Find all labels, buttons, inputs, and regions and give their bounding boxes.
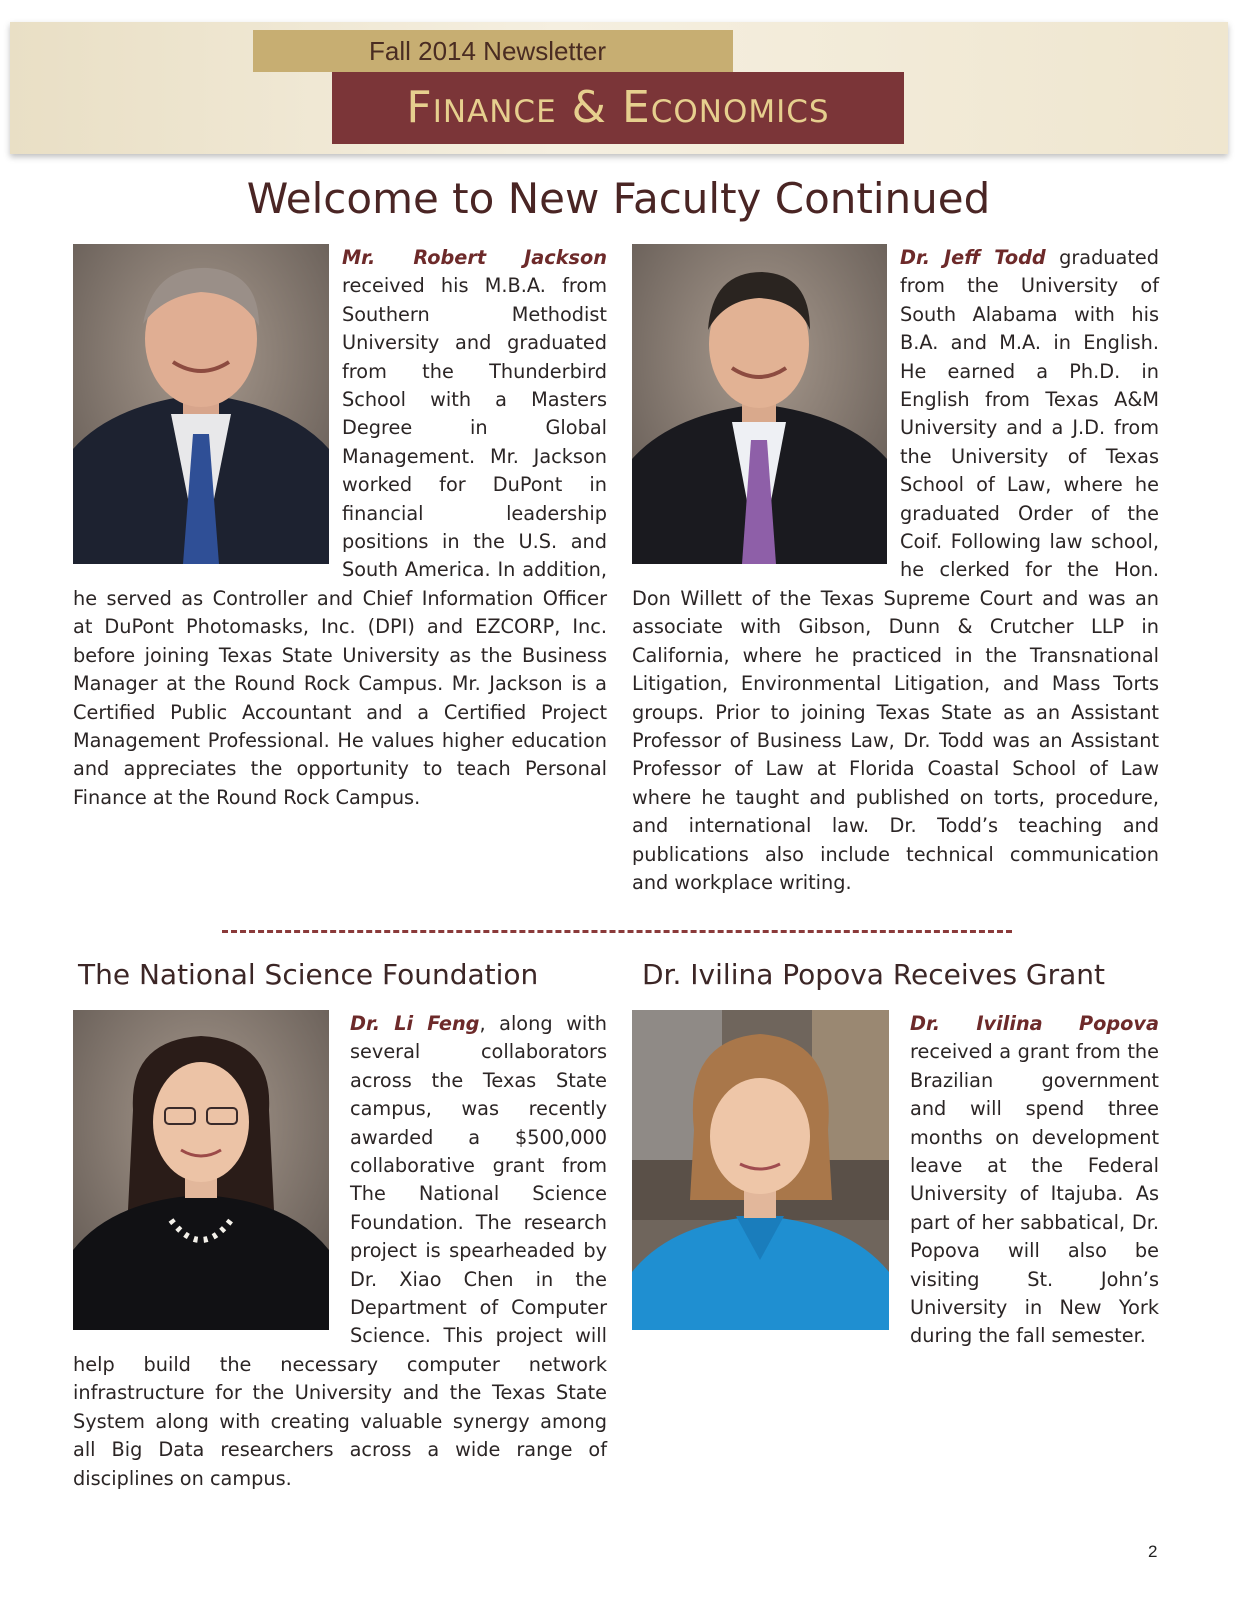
issue-label: Fall 2014 Newsletter [253,30,733,72]
name-li-feng: Dr. Li Feng [350,1012,480,1035]
article-jeff-todd [632,244,1159,897]
page-number: 2 [1148,1542,1158,1561]
photo-jeff-todd [632,244,887,564]
article-ivilina-popova [632,1010,1159,1351]
heading-nsf: The National Science Foundation [78,958,539,991]
name-jeff-todd: Dr. Jeff Todd [900,246,1046,269]
name-robert-jackson: Mr. Robert Jackson [342,246,607,269]
article-robert-jackson [73,244,607,812]
text-li-feng: , along with several collaborators across the Texas State campus, was recently awarded a $500,000 collaborative grant from The National Science Foundation. The research project is spearheaded by Dr. Xiao Chen in the Department of Computer Science. This project will help build the necessary computer network infrastructure for the University and the Texas State System along with creating valuable synergy among all Big Data researchers across a wide range of disciplines on campus. [73,1012,607,1490]
section-divider [222,930,1012,933]
text-jeff-todd: graduated from the University of South Alabama with his B.A. and M.A. in English. He earned a Ph.D. in English from Texas A&M University and a J.D. from the University of Texas School of Law, where he graduated Order of the Coif. Following law school, he clerked for the Hon. Don Willett of the Texas Supreme Court and was an associate with Gibson, Dunn & Crutcher LLP in California, where he practiced in the Transnational Litigation, Environmental Litigation, and Mass Torts groups. Prior to joining Texas State as an Assistant Professor of Business Law, Dr. Todd was an Assistant Professor of Law at Florida Coastal School of Law where he taught and published on torts, procedure, and international law. Dr. Todd’s teaching and publications also include technical communication and workplace writing. [632,246,1159,894]
text-ivilina-popova: received a grant from the Brazilian government and will spend three months on development leave at the Federal University of Itajuba. As part of her sabbatical, Dr. Popova will also be visiting St. John’s University in New York during the fall semester. [910,1040,1159,1348]
department-banner: Finance & Economics [332,72,904,144]
page-title: Welcome to New Faculty Continued [246,174,991,223]
photo-ivilina-popova [632,1010,889,1330]
article-li-feng [73,1010,607,1493]
photo-li-feng [73,1010,329,1330]
text-robert-jackson: received his M.B.A. from Southern Methodist University and graduated from the Thunderbird School with a Masters Degree in Global Management. Mr. Jackson worked for DuPont in financial leadership positions in the U.S. and South America. In addition, he served as Controller and Chief Information Officer at DuPont Photomasks, Inc. (DPI) and EZCORP, Inc. before joining Texas State University as the Business Manager at the Round Rock Campus. Mr. Jackson is a Certified Public Accountant and a Certified Project Management Professional. He values higher education and appreciates the opportunity to teach Personal Finance at the Round Rock Campus. [73,274,607,809]
photo-robert-jackson [73,244,329,564]
heading-popova-grant: Dr. Ivilina Popova Receives Grant [642,958,1106,991]
name-ivilina-popova: Dr. Ivilina Popova [910,1012,1159,1035]
